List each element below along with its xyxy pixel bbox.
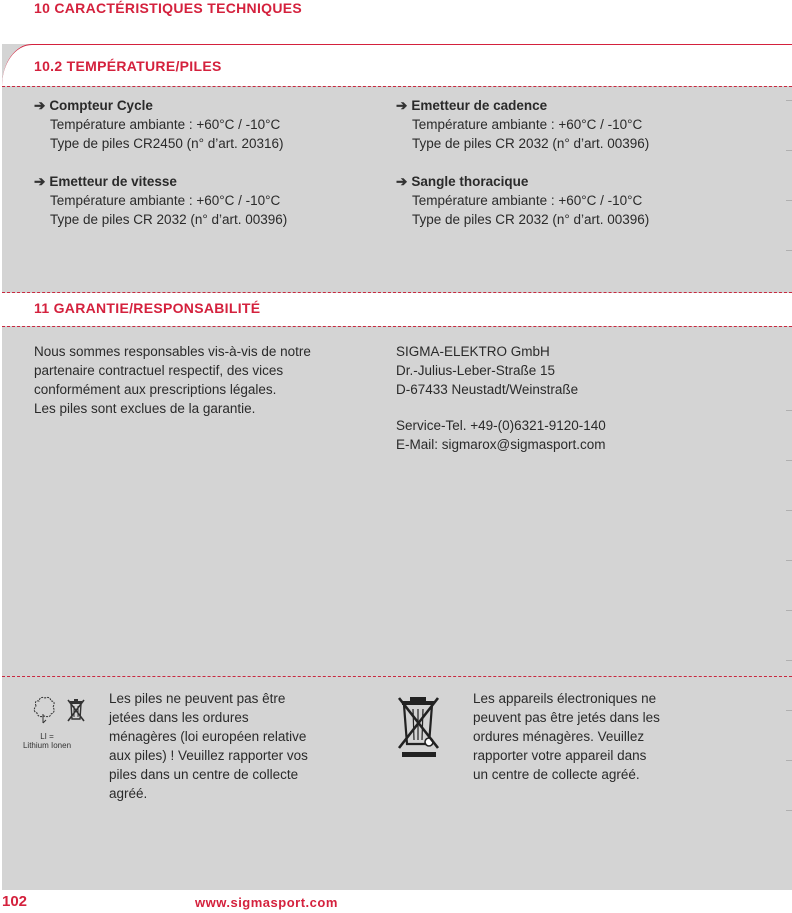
edge-tick	[786, 460, 792, 461]
battery-disposal-line: piles dans un centre de collecte	[109, 767, 299, 782]
warranty-line: partenaire contractuel respectif, des vices	[34, 363, 284, 378]
device-disposal-text	[473, 689, 660, 784]
company-line: Dr.-Julius-Leber-Straße 15	[396, 363, 556, 378]
website-link[interactable]: www.sigmasport.com	[195, 895, 338, 910]
divider	[2, 676, 792, 677]
page-number: 102	[2, 893, 28, 910]
battery-disposal-line: agréé.	[109, 786, 148, 801]
divider	[2, 326, 792, 327]
section-title-temperature: 10.2 TEMPÉRATURE/PILES	[34, 58, 222, 74]
edge-tick	[786, 250, 792, 251]
edge-tick	[786, 200, 792, 201]
spec-item	[34, 96, 284, 153]
service-phone: Service-Tel. +49-(0)6321-9120-140	[396, 418, 606, 433]
spec-item-battery: Type de piles CR 2032 (n° d’art. 00396)	[412, 212, 650, 227]
company-line: D-67433 Neustadt/Weinstraße	[396, 382, 579, 397]
divider	[2, 86, 792, 87]
edge-tick	[786, 410, 792, 411]
li-label-line: LI =	[40, 732, 54, 741]
warranty-line: Les piles sont exclues de la garantie.	[34, 401, 256, 416]
edge-tick	[786, 660, 792, 661]
chapter-title: 10 CARACTÉRISTIQUES TECHNIQUES	[34, 0, 303, 16]
spec-item-temperature: Température ambiante : +60°C / -10°C	[412, 117, 643, 132]
device-disposal-line: Les appareils électroniques ne	[473, 691, 657, 706]
edge-tick	[786, 760, 792, 761]
edge-tick	[786, 150, 792, 151]
spec-item	[396, 96, 649, 153]
spec-item-temperature: Température ambiante : +60°C / -10°C	[50, 117, 281, 132]
spec-item-name: Sangle thoracique	[411, 174, 529, 189]
spec-item-battery: Type de piles CR2450 (n° d’art. 20316)	[50, 136, 284, 151]
li-label-line: Lithium Ionen	[22, 741, 72, 750]
edge-tick	[786, 510, 792, 511]
edge-tick	[786, 610, 792, 611]
device-disposal-line: peuvent pas être jetés dans les	[473, 710, 660, 725]
company-line: SIGMA-ELEKTRO GmbH	[396, 344, 550, 359]
service-email: E-Mail: sigmarox@sigmasport.com	[396, 437, 606, 452]
device-disposal-line: ordures ménagères. Veuillez	[473, 729, 645, 744]
spec-item	[34, 172, 287, 229]
spec-item-name: Emetteur de cadence	[411, 98, 548, 113]
spec-item	[396, 172, 649, 229]
spec-item-name: Emetteur de vitesse	[49, 174, 177, 189]
battery-disposal-text	[109, 689, 308, 803]
warranty-line: conformément aux prescriptions légales.	[34, 382, 277, 397]
company-contact	[396, 416, 606, 454]
section-title-warranty: 11 GARANTIE/RESPONSABILITÉ	[34, 300, 261, 316]
battery-disposal-line: ménagères (loi européen relative	[109, 729, 307, 744]
edge-tick	[786, 560, 792, 561]
device-disposal-line: un centre de collecte agréé.	[473, 767, 640, 782]
device-disposal-line: rapporter votre appareil dans	[473, 748, 647, 763]
arrow-right-icon: ➔	[34, 98, 46, 113]
battery-disposal-line: Les piles ne peuvent pas être	[109, 691, 286, 706]
warranty-text	[34, 342, 311, 418]
arrow-right-icon: ➔	[396, 174, 408, 189]
edge-tick	[786, 100, 792, 101]
spec-item-name: Compteur Cycle	[49, 98, 153, 113]
weee-crossed-bin-icon	[396, 694, 442, 758]
arrow-right-icon: ➔	[34, 174, 46, 189]
li-label	[22, 732, 72, 750]
battery-disposal-line: aux piles) ! Veuillez rapporter vos	[109, 748, 308, 763]
spec-item-battery: Type de piles CR 2032 (n° d’art. 00396)	[50, 212, 288, 227]
edge-tick	[786, 710, 792, 711]
spec-item-battery: Type de piles CR 2032 (n° d’art. 00396)	[412, 136, 650, 151]
spec-item-temperature: Température ambiante : +60°C / -10°C	[50, 193, 281, 208]
arrow-right-icon: ➔	[396, 98, 408, 113]
edge-tick	[786, 810, 792, 811]
crossed-bin-icon	[66, 697, 86, 723]
spec-item-temperature: Température ambiante : +60°C / -10°C	[412, 193, 643, 208]
recycle-bag-icon	[30, 696, 58, 728]
battery-disposal-line: jetées dans les ordures	[109, 710, 249, 725]
company-address	[396, 342, 578, 399]
warranty-line: Nous sommes responsables vis-à-vis de notre	[34, 344, 311, 359]
